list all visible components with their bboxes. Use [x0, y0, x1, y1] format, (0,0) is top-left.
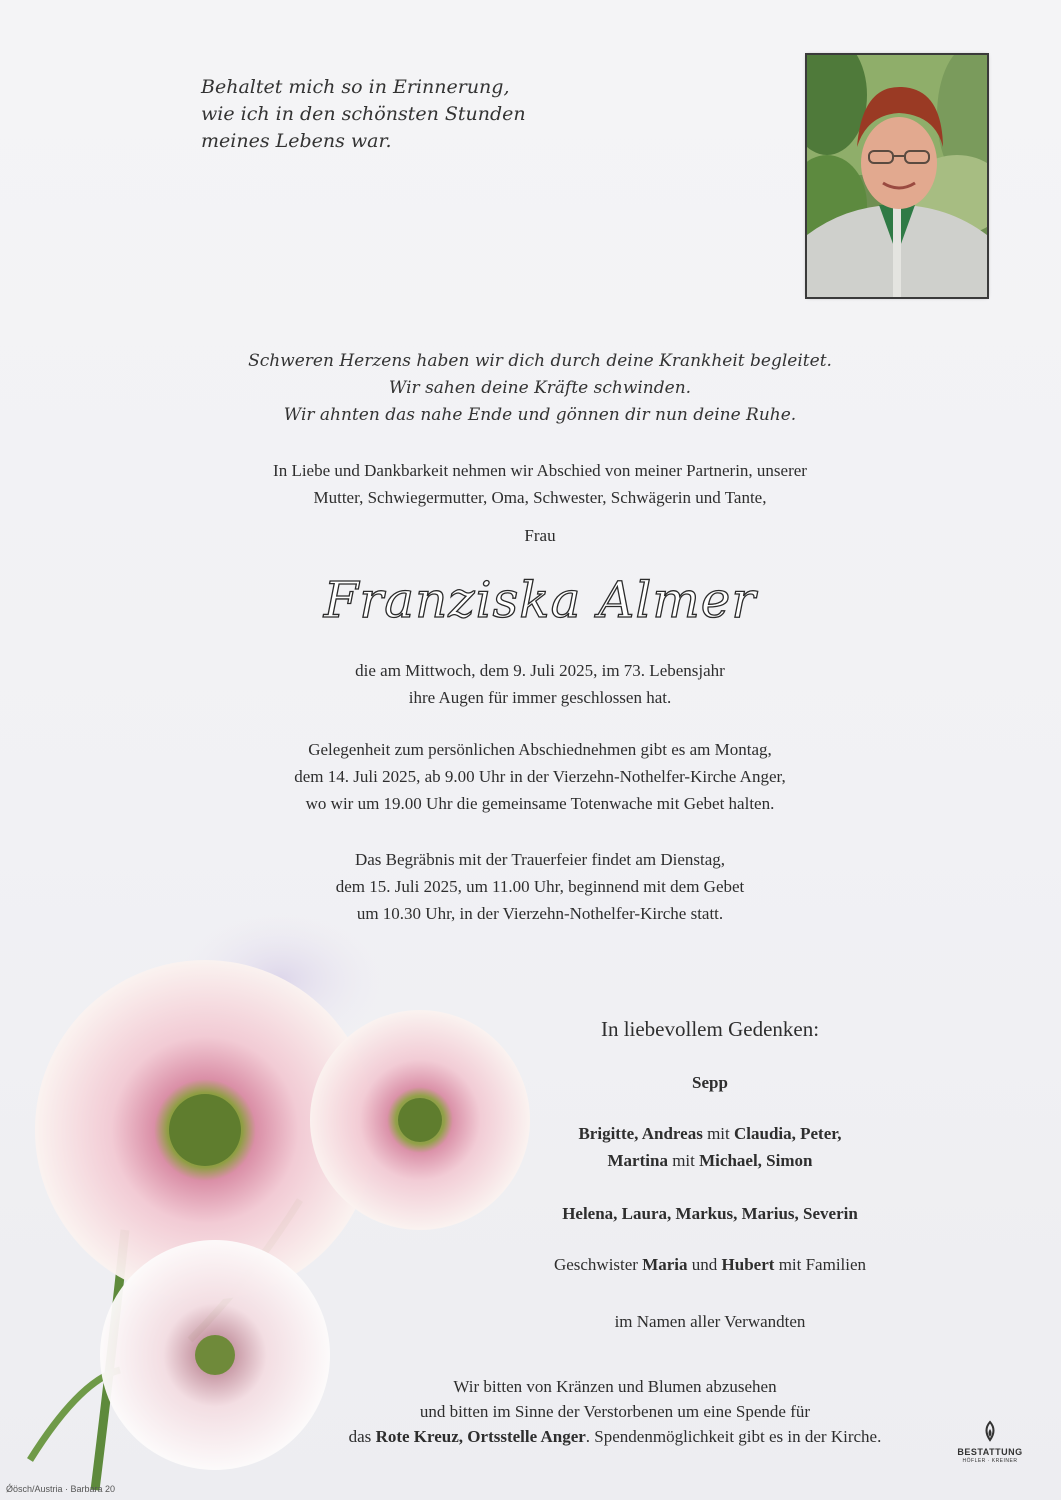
closing-line — [270, 1424, 960, 1449]
connector-word: und — [687, 1255, 722, 1274]
candle-flame-icon — [977, 1420, 1003, 1442]
funeral-line: Das Begräbnis mit der Trauerfeier findet am Dienstag, — [354, 850, 726, 869]
mourner-siblings — [500, 1251, 920, 1278]
death-notice — [190, 657, 890, 711]
mourner-names: Claudia, Peter, — [734, 1124, 842, 1143]
motto-line: meines Lebens war. — [201, 130, 392, 152]
funeral-home-logo — [952, 1420, 1028, 1464]
partner-name: Sepp — [692, 1073, 728, 1092]
motto-line: Behaltet mich so in Erinnerung, — [201, 76, 510, 98]
salutation: Frau — [524, 526, 556, 545]
poem-line: Schweren Herzens haben wir dich durch deine Krankheit begleitet. — [248, 351, 832, 371]
poem — [190, 348, 890, 429]
mourner-names: Martina — [607, 1151, 668, 1170]
connector-word: mit — [702, 1124, 734, 1143]
donation-recipient: Rote Kreuz, Ortsstelle Anger — [375, 1427, 586, 1446]
connector-word: Geschwister — [553, 1255, 643, 1274]
motto-line: wie ich in den schönsten Stunden — [201, 103, 526, 125]
intro-line: Mutter, Schwiegermutter, Oma, Schwester, Schwägerin und Tante, — [313, 488, 767, 507]
mourner-names: Helena, Laura, Markus, Marius, Severin — [562, 1204, 858, 1223]
portrait-photo — [807, 55, 987, 297]
closing-line: und bitten im Sinne der Verstorbenen um eine Spende für — [419, 1402, 811, 1421]
mourner-partner — [500, 1069, 920, 1096]
connector-word: mit — [667, 1151, 700, 1170]
poem-line: Wir sahen deine Kräfte schwinden. — [388, 378, 692, 398]
motto-quote — [201, 74, 621, 155]
death-notice-line: die am Mittwoch, dem 9. Juli 2025, im 73. Lebensjahr — [355, 661, 725, 680]
deceased-name: Franziska Almer — [323, 571, 757, 629]
mourners-heading: In liebevollem Gedenken: — [600, 1017, 820, 1041]
mourner-children-line — [500, 1120, 920, 1147]
farewell-intro — [190, 457, 890, 511]
funeral-line: um 10.30 Uhr, in der Vierzehn-Nothelfer-Kirche statt. — [356, 904, 724, 923]
viewing-line: wo wir um 19.00 Uhr die gemeinsame Totenwache mit Gebet halten. — [305, 794, 775, 813]
intro-line: In Liebe und Dankbarkeit nehmen wir Abschied von meiner Partnerin, unserer — [273, 461, 807, 480]
closing-line: Wir bitten von Kränzen und Blumen abzusehen — [453, 1377, 777, 1396]
viewing-info — [190, 736, 890, 817]
mourner-names: Maria — [642, 1255, 688, 1274]
viewing-line: Gelegenheit zum persönlichen Abschiednehmen gibt es am Montag, — [308, 740, 772, 759]
mourner-names: Michael, Simon — [699, 1151, 813, 1170]
closing-text: das — [348, 1427, 376, 1446]
funeral-line: dem 15. Juli 2025, um 11.00 Uhr, beginnend mit dem Gebet — [335, 877, 745, 896]
viewing-line: dem 14. Juli 2025, ab 9.00 Uhr in der Vierzehn-Nothelfer-Kirche Anger, — [294, 767, 786, 786]
funeral-home-names: HÖFLER · KREINER — [962, 1458, 1018, 1464]
mourners-list — [500, 1014, 920, 1335]
donation-request — [270, 1374, 960, 1449]
death-notice-line: ihre Augen für immer geschlossen hat. — [408, 688, 672, 707]
mourner-names: Brigitte, Andreas — [578, 1124, 703, 1143]
mourner-children-line — [500, 1147, 920, 1174]
mourner-names: Hubert — [721, 1255, 775, 1274]
poem-line: Wir ahnten das nahe Ende und gönnen dir nun deine Ruhe. — [283, 405, 797, 425]
funeral-home-brand: BESTATTUNG — [957, 1447, 1023, 1457]
connector-word: mit Familien — [774, 1255, 867, 1274]
closing-text: . Spendenmöglichkeit gibt es in der Kirche. — [585, 1427, 882, 1446]
mourner-relatives: im Namen aller Verwandten — [614, 1312, 806, 1331]
image-credit: Ǿösch/Austria · Barbara 20 — [6, 1484, 116, 1494]
mourner-grandchildren — [500, 1200, 920, 1227]
